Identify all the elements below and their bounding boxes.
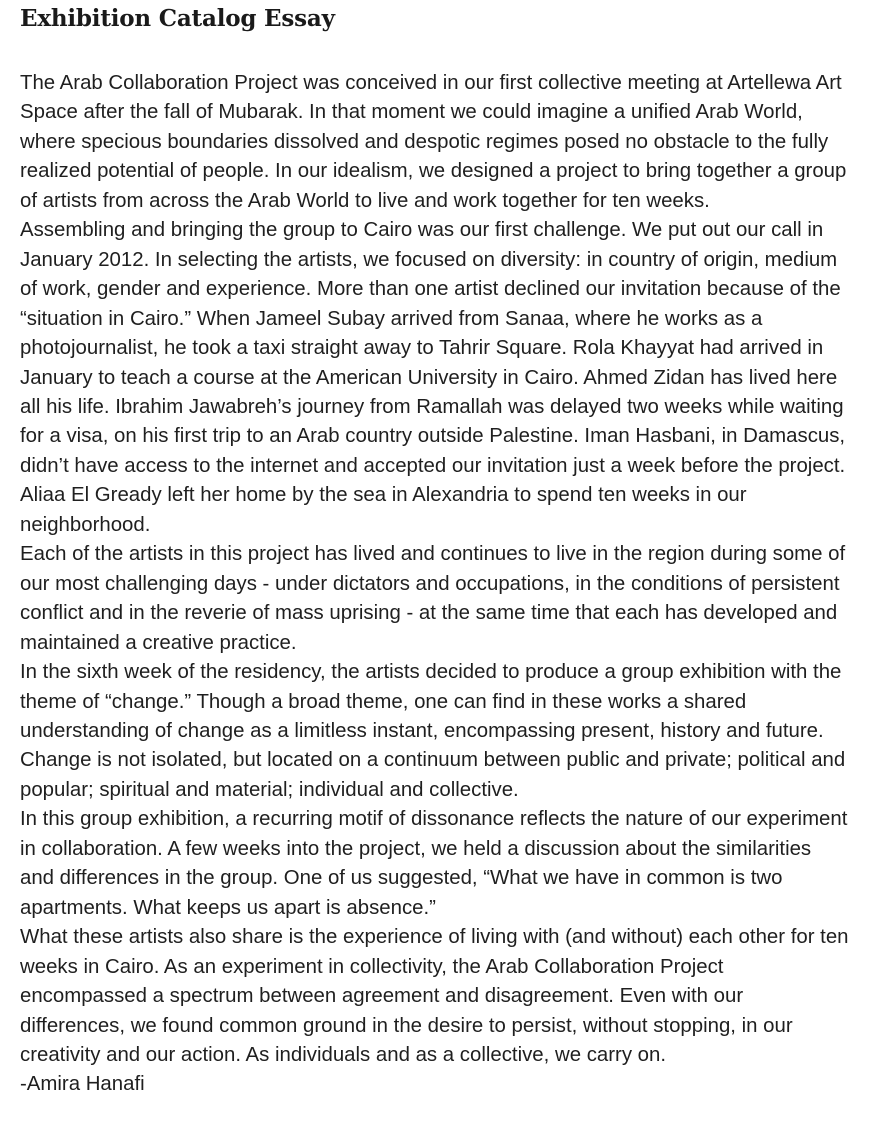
paragraph: What these artists also share is the experience of living with (and without) each other for ten weeks in Cairo. As an experiment in collectivity, the Arab Collaboration Project encompassed a spectrum between agreement and disagreement. Even with our differences, we found common ground in the desire to persist, without stopping, in our creativity and our action. As individuals and as a collective, we carry on. bbox=[20, 926, 849, 1066]
paragraph: The Arab Collaboration Project was conceived in our first collective meeting at Artellewa Art Space after the fall of Mubarak. In that moment we could imagine a unified Arab World, where specious boundaries dissolved and despotic regimes posed no obstacle to the fully realized potential of people. In our idealism, we designed a project to bring together a group of artists from across the Arab World to live and work together for ten weeks. bbox=[20, 72, 847, 212]
essay-body bbox=[20, 69, 850, 1100]
paragraph: In the sixth week of the residency, the artists decided to produce a group exhibition with the theme of “change.” Though a broad theme, one can find in these works a shared understanding of change as a limitless instant, encompassing present, history and future. Change is not isolated, but located on a continuum between public and private; political and popular; spiritual and material; individual and collective. bbox=[20, 661, 846, 801]
paragraph: In this group exhibition, a recurring motif of dissonance reflects the nature of our experiment in collaboration. A few weeks into the project, we held a discussion about the similarities and differences in the group. One of us suggested, “What we have in common is two apartments. What keeps us apart is absence.” bbox=[20, 808, 848, 919]
document-page bbox=[20, 0, 850, 1100]
page-title: Exhibition Catalog Essay bbox=[20, 5, 335, 32]
paragraph: Assembling and bringing the group to Cairo was our first challenge. We put out our call in January 2012. In selecting the artists, we focused on diversity: in country of origin, medium of work, gender and experience. More than one artist declined our invitation because of the “situation in Cairo.” When Jameel Subay arrived from Sanaa, where he works as a photojournalist, he took a taxi straight away to Tahrir Square. Rola Khayyat had arrived in January to teach a course at the American University in Cairo. Ahmed Zidan has lived here all his life. Ibrahim Jawabreh’s journey from Ramallah was delayed two weeks while waiting for a visa, on his first trip to an Arab country outside Palestine. Iman Hasbani, in Damascus, didn’t have access to the internet and accepted our invitation just a week before the project. Aliaa El Gready left her home by the sea in Alexandria to spend ten weeks in our neighborhood. bbox=[20, 219, 846, 536]
signature: -Amira Hanafi bbox=[20, 1073, 145, 1096]
paragraph: Each of the artists in this project has lived and continues to live in the region during some of our most challenging days - under dictators and occupations, in the conditions of persistent conflict and in the reverie of mass uprising - at the same time that each has developed and maintained a creative practice. bbox=[20, 543, 846, 654]
